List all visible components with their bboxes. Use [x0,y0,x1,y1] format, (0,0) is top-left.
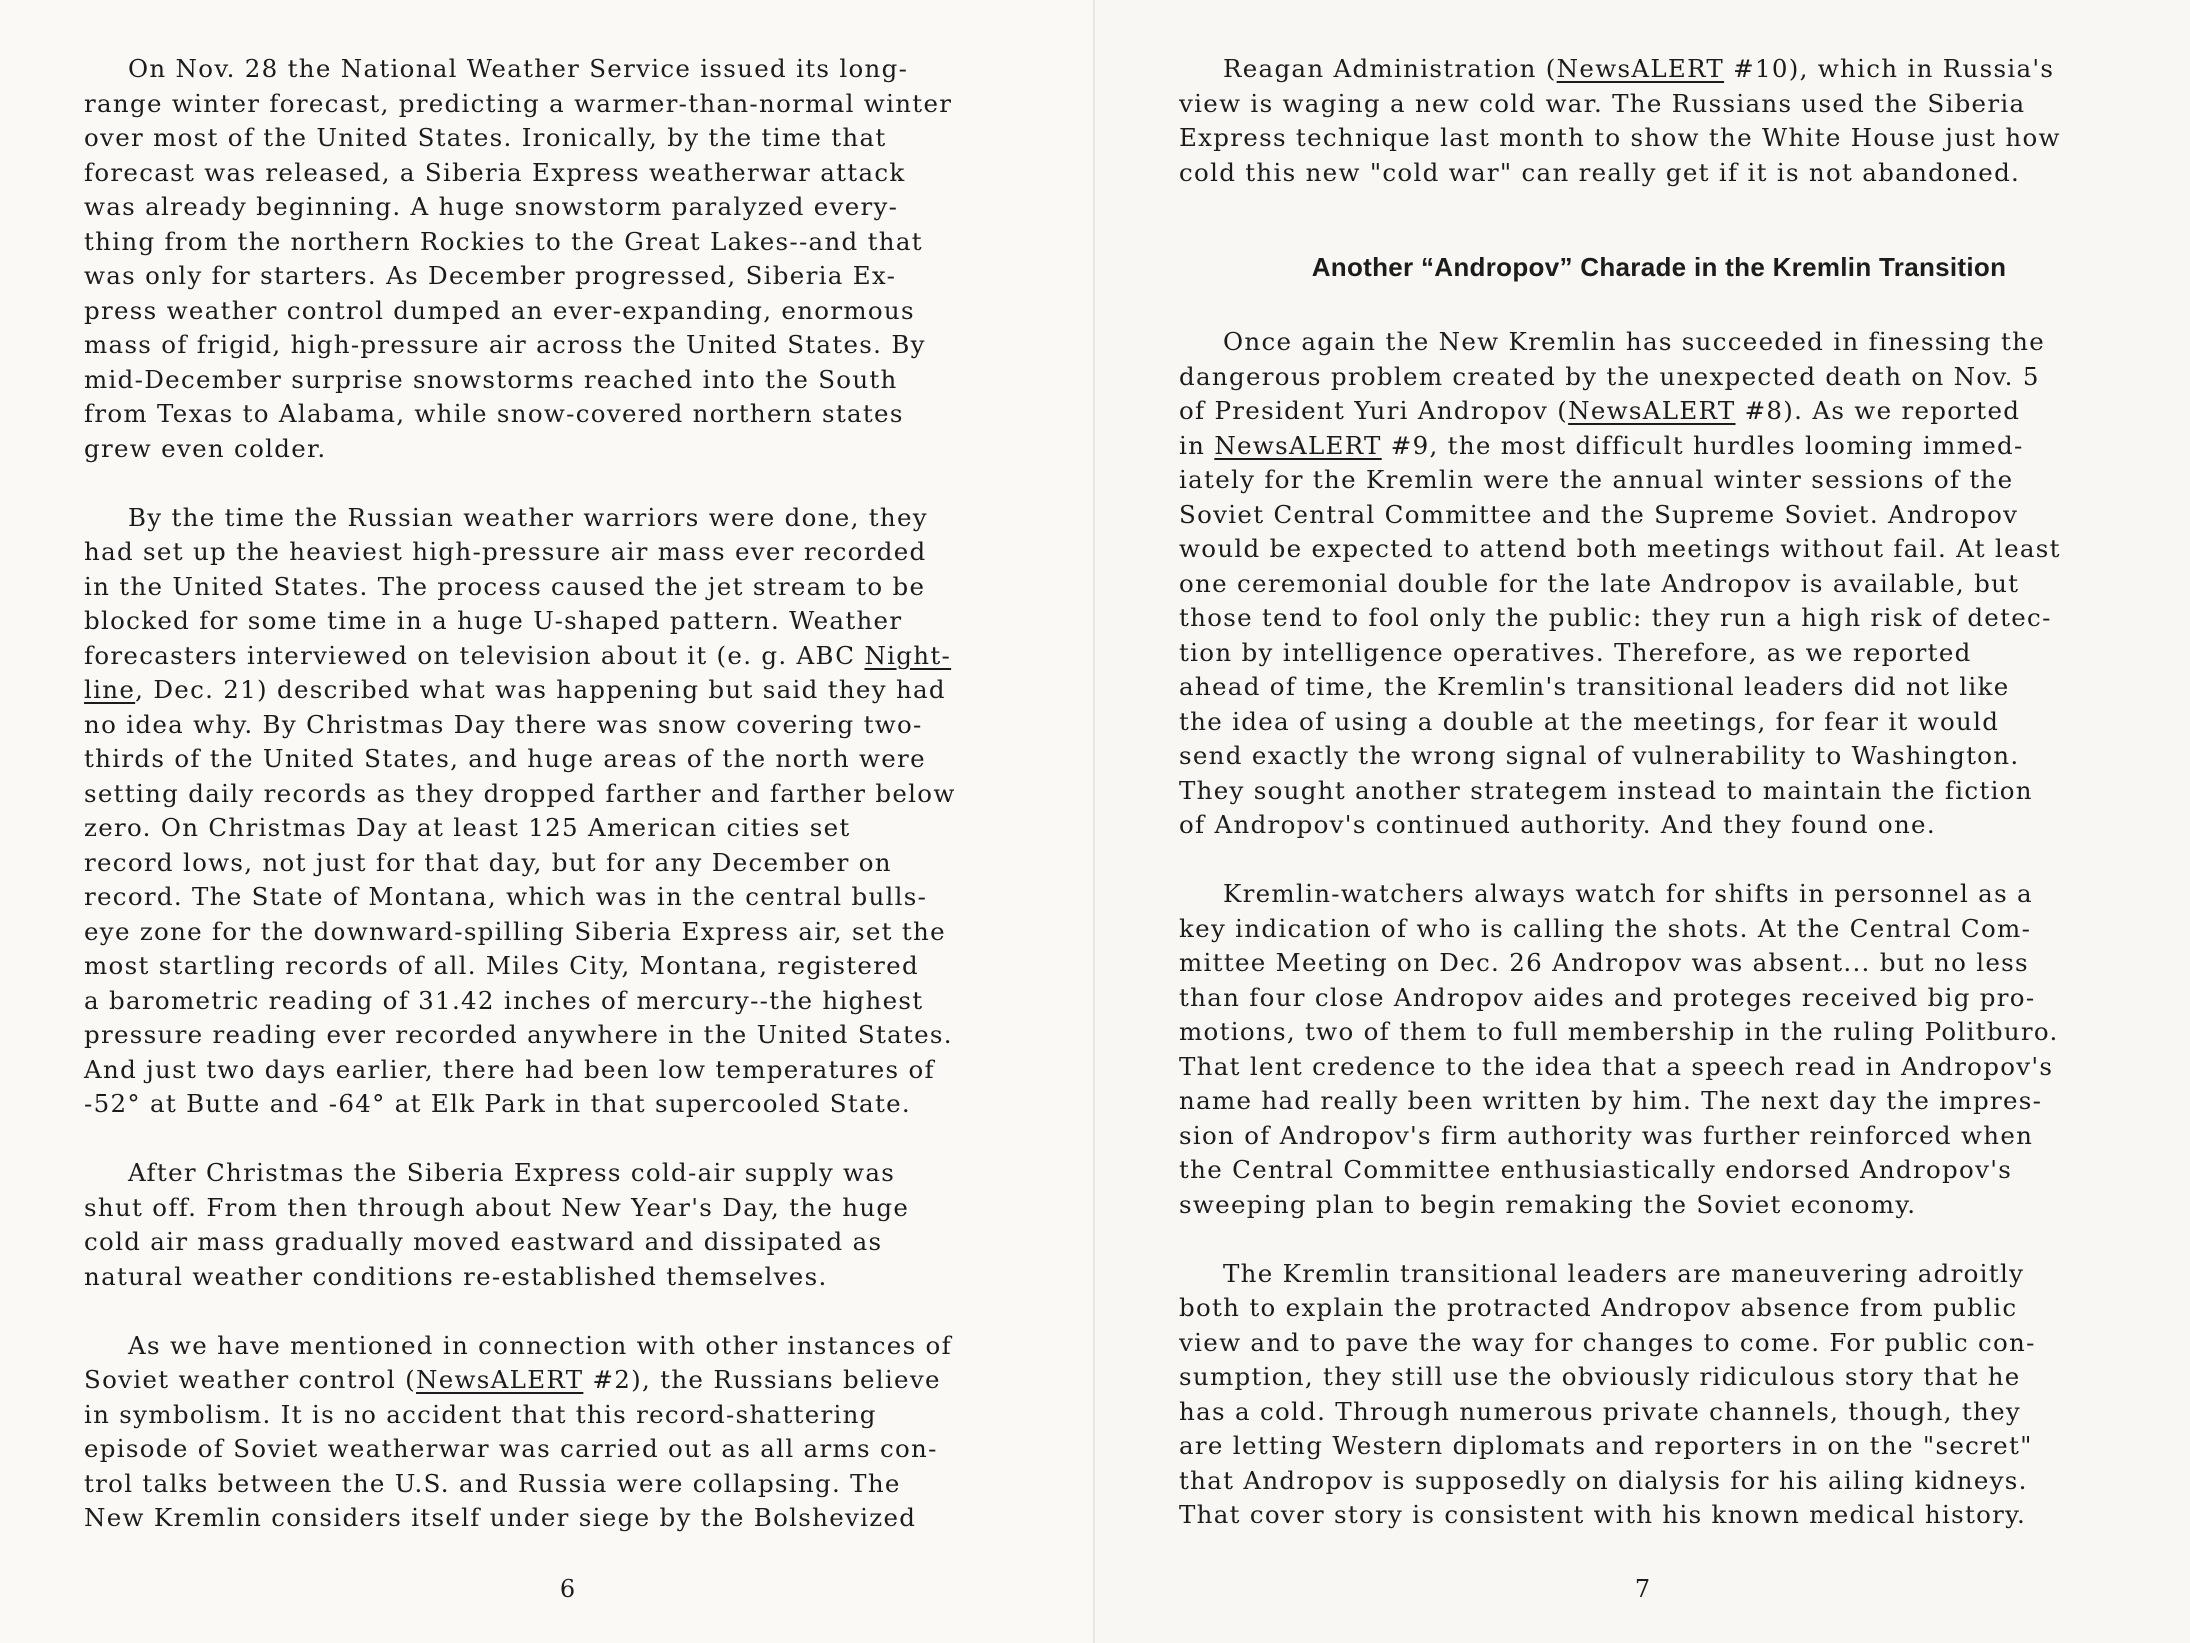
text-line: Soviet Central Committee and the Supreme Soviet. Andropov [1179,499,2019,529]
page-number-right: 7 [1634,1575,1651,1603]
text-line: was only for starters. As December progressed, Siberia Ex- [84,261,897,290]
text-line: blocked for some time in a huge U-shaped pattern. Weather [84,606,903,635]
text-line: key indication of who is calling the shots. At the Central Com- [1179,913,2032,943]
text-line: in symbolism. It is no accident that this record-shattering [84,1399,877,1429]
right-page-text-top [1179,52,2159,190]
text-line: mittee Meeting on Dec. 26 Andropov was absent... but no less [1179,948,2029,977]
text-line: -52° at Butte and -64° at Elk Park in that supercooled State. [84,1089,911,1118]
text-line: record. The State of Montana, which was in the central bulls- [84,882,928,911]
text-line: those tend to fool only the public: they run a high risk of detec- [1179,603,2052,632]
text-line: motions, two of them to full membership in the ruling Politburo. [1179,1017,2059,1046]
text-line: of President Yuri Andropov (NewsALERT #8). As we reported [1179,396,2021,425]
text-line: New Kremlin considers itself under siege by the Bolshevized [84,1503,917,1532]
text-line: By the time the Russian weather warriors were done, they [128,502,928,532]
text-line: mid-December surprise snowstorms reached into the South [84,364,898,394]
text-line: shut off. From then through about New Year's Day, the huge [84,1192,910,1222]
text-line: the idea of using a double at the meetings, for fear it would [1179,706,2000,736]
text-line: That lent credence to the idea that a speech read in Andropov's [1179,1051,2054,1081]
text-line: thing from the northern Rockies to the Great Lakes--and that [84,226,923,256]
paragraph [1179,52,2159,190]
text-line: forecast was released, a Siberia Express weatherwar attack [84,157,906,187]
text-line: would be expected to attend both meetings without fail. At least [1179,534,2061,563]
text-line: press weather control dumped an ever-expanding, enormous [84,295,915,325]
right-page-text [1179,325,2159,1533]
text-line: zero. On Christmas Day at least 125 American cities set [84,813,851,842]
paragraph [84,501,1064,1122]
text-line: After Christmas the Siberia Express cold-air supply was [128,1158,896,1187]
text-line: On Nov. 28 the National Weather Service issued its long- [128,54,909,83]
text-line: name had really been written by him. The next day the impres- [1179,1086,2043,1115]
text-line: the Central Committee enthusiastically endorsed Andropov's [1179,1155,2013,1184]
paragraph [84,1329,1064,1536]
text-line: in NewsALERT #9, the most difficult hurdles looming immed- [1179,430,2024,460]
text-line: send exactly the wrong signal of vulnerability to Washington. [1179,741,2020,770]
text-line: dangerous problem created by the unexpected death on Nov. 5 [1179,361,2040,391]
text-line: view and to pave the way for changes to come. For public con- [1179,1327,2036,1357]
text-line: sion of Andropov's firm authority was further reinforced when [1179,1120,2034,1150]
text-line: pressure reading ever recorded anywhere in the United States. [84,1020,953,1049]
text-line: has a cold. Through numerous private channels, though, they [1179,1396,2022,1426]
paragraph [1179,877,2159,1222]
text-line: Soviet weather control (NewsALERT #2), the Russians believe [84,1365,941,1394]
text-line: Once again the New Kremlin has succeeded in finessing the [1223,327,2045,356]
text-line: view is waging a new cold war. The Russians used the Siberia [1179,88,2026,118]
text-line: Kremlin-watchers always watch for shifts in personnel as a [1223,879,2033,908]
paragraph [1179,1257,2159,1533]
text-line: from Texas to Alabama, while snow-covered northern states [84,399,904,428]
text-line: most startling records of all. Miles City, Montana, registered [84,951,919,980]
text-line: a barometric reading of 31.42 inches of mercury--the highest [84,985,924,1015]
text-line: over most of the United States. Ironically, by the time that [84,123,887,152]
paragraph [1179,325,2159,843]
text-line: trol talks between the U.S. and Russia were collapsing. The [84,1468,901,1498]
text-line: Reagan Administration (NewsALERT #10), which in Russia's [1223,54,2055,83]
text-line: eye zone for the downward-spilling Siberia Express air, set the [84,916,946,946]
text-line: cold this new "cold war" can really get if it is not abandoned. [1179,157,2021,187]
text-line: iately for the Kremlin were the annual winter sessions of the [1179,465,2014,494]
text-line: setting daily records as they dropped farther and farther below [84,778,956,808]
text-line: sweeping plan to begin remaking the Soviet economy. [1179,1189,1917,1219]
text-line: record lows, not just for that day, but for any December on [84,847,892,877]
text-line: had set up the heaviest high-pressure air mass ever recorded [84,537,927,566]
text-line: The Kremlin transitional leaders are maneuvering adroitly [1223,1258,2025,1288]
text-line: mass of frigid, high-pressure air across the United States. By [84,330,926,359]
section-heading: Another “Andropov” Charade in the Kremlin Transition [1311,252,2007,282]
text-line: And just two days earlier, there had been low temperatures of [84,1054,935,1084]
text-line: As we have mentioned in connection with other instances of [128,1330,952,1360]
text-line: than four close Andropov aides and proteges received big pro- [1179,982,2036,1012]
text-line: Express technique last month to show the White House just how [1179,123,2061,152]
text-line: natural weather conditions re-established themselves. [84,1261,828,1291]
text-line: cold air mass gradually moved eastward and dissipated as [84,1227,883,1256]
text-line: one ceremonial double for the late Andropov is available, but [1179,568,2020,598]
text-line: are letting Western diplomats and reporters in on the "secret" [1179,1431,2033,1460]
text-line: range winter forecast, predicting a warmer-than-normal winter [84,88,953,118]
paragraph [84,1156,1064,1294]
text-line: sumption, they still use the obviously ridiculous story that he [1179,1362,2021,1391]
text-line: forecasters interviewed on television about it (e. g. ABC Night- [84,640,952,670]
left-page-text [84,52,1064,1536]
text-line: tion by intelligence operatives. Therefore, as we reported [1179,637,1972,667]
text-line: both to explain the protracted Andropov absence from public [1179,1293,2018,1322]
text-line: That cover story is consistent with his known medical history. [1179,1500,2027,1529]
page-number-left: 6 [559,1575,576,1603]
text-line: They sought another strategem instead to maintain the fiction [1179,775,2033,805]
text-line: was already beginning. A huge snowstorm paralyzed every- [84,192,899,221]
text-line: no idea why. By Christmas Day there was snow covering two- [84,709,923,739]
text-line: line, Dec. 21) described what was happening but said they had [84,675,946,704]
text-line: ahead of time, the Kremlin's transitional leaders did not like [1179,672,2010,701]
text-line: that Andropov is supposedly on dialysis for his ailing kidneys. [1179,1465,2028,1495]
paragraph [84,52,1064,466]
text-line: grew even colder. [84,433,327,463]
text-line: of Andropov's continued authority. And they found one. [1179,810,1936,839]
text-line: episode of Soviet weatherwar was carried out as all arms con- [84,1434,938,1463]
text-line: in the United States. The process caused the jet stream to be [84,571,926,601]
text-line: thirds of the United States, and huge areas of the north were [84,744,926,773]
right-page [1095,0,2190,1643]
